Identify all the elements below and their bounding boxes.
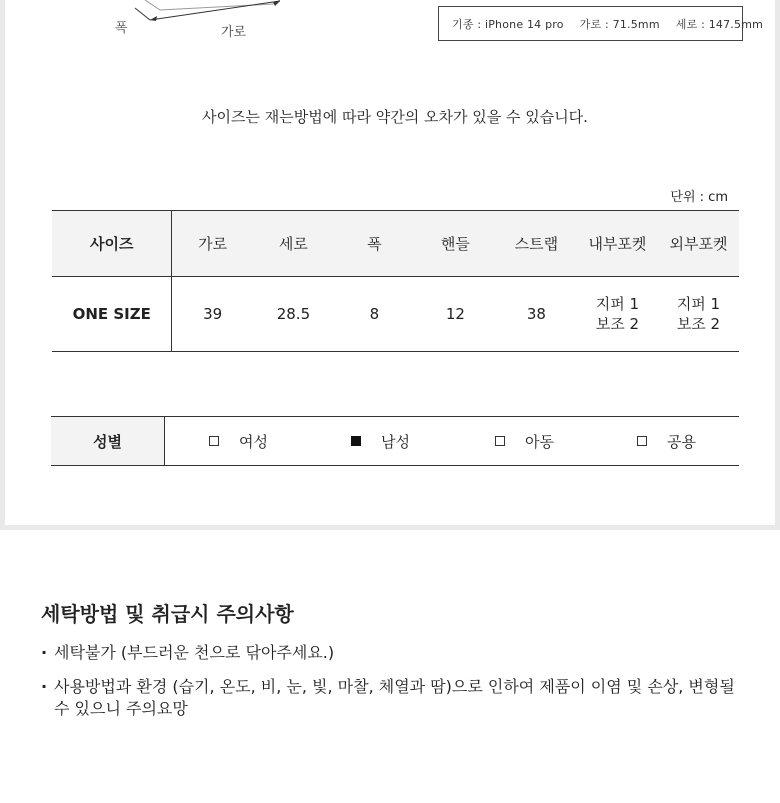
length-label: 가로 xyxy=(221,25,247,40)
cell-size: ONE SIZE xyxy=(52,277,172,352)
header-depth: 폭 xyxy=(367,235,382,253)
unisex-checkbox xyxy=(637,436,647,446)
female-label: 여성 xyxy=(239,432,268,451)
reference-device-box xyxy=(438,6,764,41)
header-width: 가로 xyxy=(198,235,228,253)
header-height: 세로 xyxy=(278,235,308,253)
header-strap: 스트랩 xyxy=(514,235,559,253)
cell-height: 28.5 xyxy=(276,305,311,323)
gender-option-unisex xyxy=(637,417,696,465)
inner-pocket-extra: 보조 2 xyxy=(595,315,640,333)
header-outer-pocket: 외부포켓 xyxy=(669,235,728,253)
size-table xyxy=(52,210,739,352)
unisex-label: 공용 xyxy=(667,432,696,451)
header-handle: 핸들 xyxy=(440,235,470,253)
reference-height: 세로 : 147.5mm xyxy=(675,17,764,31)
female-checkbox xyxy=(209,436,219,446)
gender-option-kids xyxy=(495,417,554,465)
size-table-header xyxy=(52,211,739,277)
cell-depth: 8 xyxy=(369,305,380,323)
reference-width: 가로 : 71.5mm xyxy=(579,17,660,31)
header-size: 사이즈 xyxy=(52,211,172,277)
male-checkbox xyxy=(351,436,361,446)
gender-table xyxy=(51,416,739,466)
cell-outer-pocket xyxy=(658,277,739,352)
male-label: 남성 xyxy=(381,432,410,451)
depth-label: 폭 xyxy=(115,21,128,36)
measurement-note: 사이즈는 재는방법에 따라 약간의 오차가 있을 수 있습니다. xyxy=(202,108,588,126)
table-row xyxy=(52,277,739,352)
gender-option-male xyxy=(351,417,410,465)
care-title: 세탁방법 및 취급시 주의사항 xyxy=(41,602,294,626)
unit-label: 단위 : cm xyxy=(670,190,728,205)
care-list xyxy=(41,642,741,732)
inner-pocket-zipper: 지퍼 1 xyxy=(595,295,640,313)
reference-model: 기종 : iPhone 14 pro xyxy=(452,17,564,31)
list-item: · 세탁불가 (부드러운 천으로 닦아주세요.) xyxy=(41,642,741,664)
cell-strap: 38 xyxy=(526,305,546,323)
kids-checkbox xyxy=(495,436,505,446)
cell-handle: 12 xyxy=(445,305,465,323)
outer-pocket-zipper: 지퍼 1 xyxy=(676,295,721,313)
outer-pocket-extra: 보조 2 xyxy=(676,315,721,333)
header-inner-pocket: 내부포켓 xyxy=(588,235,647,253)
gender-option-female xyxy=(209,417,268,465)
cell-width: 39 xyxy=(203,305,223,323)
bag-dimension-sketch xyxy=(105,0,305,42)
gender-label: 성별 xyxy=(51,417,165,465)
cell-inner-pocket xyxy=(577,277,658,352)
kids-label: 아동 xyxy=(525,432,554,451)
list-item: · 사용방법과 환경 (습기, 온도, 비, 눈, 빛, 마찰, 체열과 땀)으로 인하여 제품이 이염 및 손상, 변형될 수 있으니 주의요망 xyxy=(41,676,741,720)
